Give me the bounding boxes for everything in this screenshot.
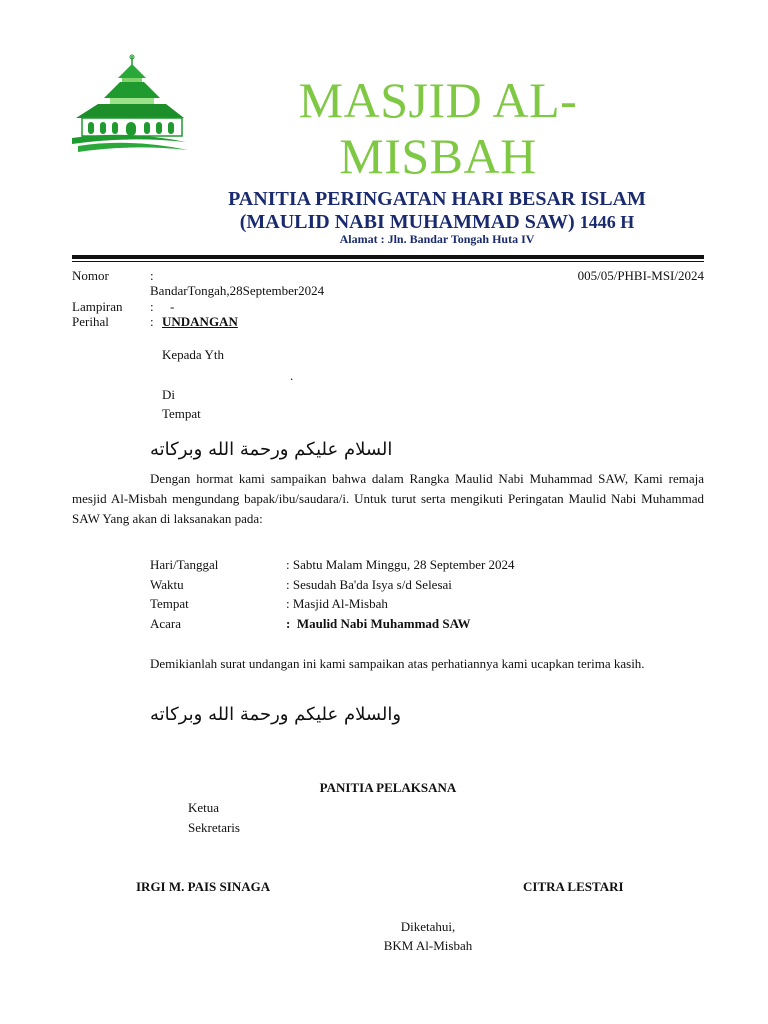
header-divider-thick bbox=[72, 255, 704, 259]
mosque-title-line2: MISBAH bbox=[339, 128, 537, 184]
perihal-colon: : bbox=[150, 314, 154, 329]
committee-heading: PANITIA PERINGATAN HARI BESAR ISLAM bbox=[228, 188, 646, 210]
nomor-value: 005/05/PHBI-MSI/2024 bbox=[577, 268, 704, 283]
ketua-name: IRGI M. PAIS SINAGA bbox=[136, 879, 271, 894]
mosque-title bbox=[238, 72, 638, 184]
address-line: Alamat : Jln. Bandar Tongah Huta IV bbox=[339, 232, 535, 246]
arabic-greeting-close: والسلام عليكم ورحمة الله وبركاته bbox=[150, 704, 402, 725]
ketua-label: Ketua bbox=[188, 800, 220, 815]
intro-paragraph: Dengan hormat kami sampaikan bahwa dalam Rangka Maulid Nabi Muhammad SAW, Kami remaja mesjid Al-Misbah mengundang bapak/ibu/saudara/i. Untuk turut serta mengikuti Peringatan Maulid Nabi Muhammad SAW Yang akan di laksanakan pada: bbox=[72, 471, 704, 526]
recipient-to: Kepada Yth bbox=[162, 347, 224, 362]
committee-title: PANITIA PELAKSANA bbox=[319, 780, 457, 795]
detail-value-date: : Sabtu Malam Minggu, 28 September 2024 bbox=[286, 557, 515, 572]
recipient-tempat: Tempat bbox=[162, 406, 201, 421]
closing-paragraph: Demikianlah surat undangan ini kami sampaikan atas perhatiannya kami ucapkan terima kasih. bbox=[150, 656, 645, 671]
recipient-dot: . bbox=[290, 368, 294, 383]
detail-label-event: Acara bbox=[150, 616, 182, 631]
bkm-label: BKM Al-Misbah bbox=[383, 938, 473, 953]
perihal-label: Perihal bbox=[72, 314, 109, 329]
lampiran-label: Lampiran bbox=[72, 299, 123, 314]
mosque-icon bbox=[68, 52, 190, 158]
detail-label-date: Hari/Tanggal bbox=[150, 557, 219, 572]
detail-value-time: : Sesudah Ba'da Isya s/d Selesai bbox=[286, 577, 452, 592]
lampiran-colon: : bbox=[150, 299, 154, 314]
event-year: 1446 H bbox=[579, 212, 635, 232]
detail-label-time: Waktu bbox=[150, 577, 184, 592]
event-name: (MAULID NABI MUHAMMAD SAW) bbox=[239, 211, 575, 233]
lampiran-value: - bbox=[170, 299, 175, 314]
header-divider-thin bbox=[72, 261, 704, 262]
recipient-di: Di bbox=[162, 387, 175, 402]
sekretaris-label: Sekretaris bbox=[188, 820, 240, 835]
perihal-value: UNDANGAN bbox=[162, 314, 238, 329]
event-heading bbox=[100, 210, 768, 234]
mosque-title-line1: MASJID AL- bbox=[298, 72, 578, 128]
arabic-greeting-open: السلام عليكم ورحمة الله وبركاته bbox=[150, 439, 393, 460]
sekretaris-name: CITRA LESTARI bbox=[523, 879, 624, 894]
nomor-label: Nomor bbox=[72, 268, 109, 283]
detail-label-place: Tempat bbox=[150, 596, 189, 611]
place-date: BandarTongah,28September2024 bbox=[150, 283, 325, 298]
detail-value-place: : Masjid Al-Misbah bbox=[286, 596, 388, 611]
detail-value-event: : Maulid Nabi Muhammad SAW bbox=[286, 616, 471, 631]
nomor-colon: : bbox=[150, 268, 154, 283]
acknowledged-label: Diketahui, bbox=[400, 919, 456, 934]
mosque-logo bbox=[68, 52, 190, 158]
